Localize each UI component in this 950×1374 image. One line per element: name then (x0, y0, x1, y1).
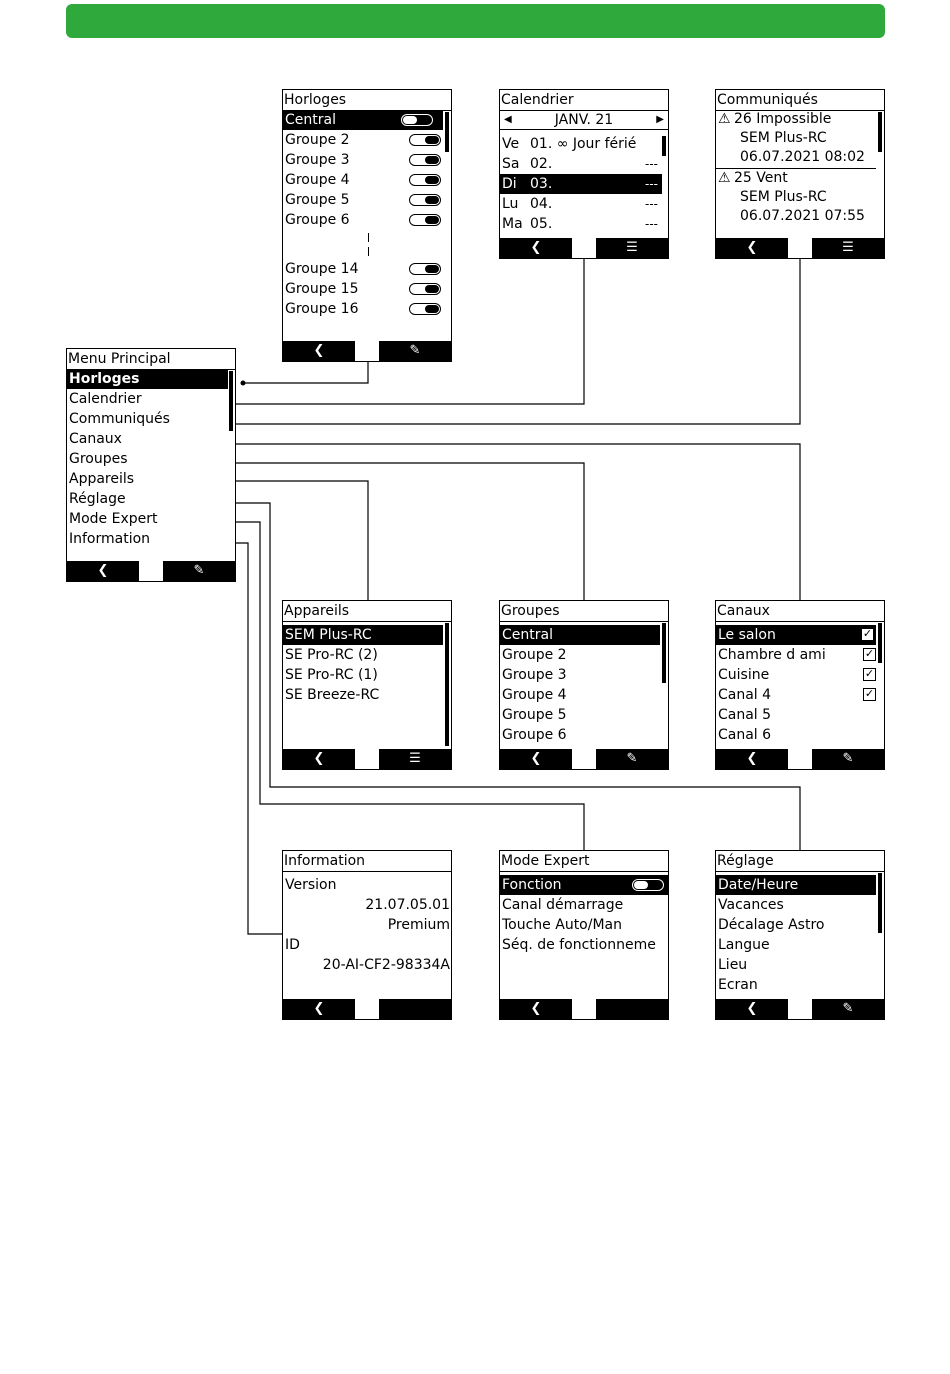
message-heading: 25 Vent (734, 170, 788, 186)
menu-item-appareils[interactable]: Appareils (69, 471, 135, 487)
horloge-item[interactable] (283, 210, 451, 230)
pencil-icon: ✎ (842, 751, 854, 766)
message-time: 06.07.2021 07:55 (740, 208, 865, 224)
group-item[interactable]: Groupe 6 (502, 727, 567, 743)
message-device: SEM Plus-RC (740, 189, 827, 205)
day-name: Lu (502, 196, 519, 212)
screen-title: Information (283, 851, 451, 872)
toggle-switch-icon[interactable] (409, 134, 441, 146)
chevron-left-icon: ❮ (97, 563, 109, 578)
warning-triangle-icon: ⚠ (718, 170, 731, 186)
screen-title: Communiqués (716, 90, 884, 111)
device-item[interactable]: SEM Plus-RC (283, 625, 443, 645)
chevron-left-icon: ❮ (313, 1001, 325, 1016)
checkbox-checked-icon[interactable]: ✓ (864, 687, 875, 700)
toggle-switch-icon[interactable] (409, 303, 441, 315)
back-button[interactable] (716, 999, 788, 1019)
menu-item-communiques[interactable]: Communiqués (69, 411, 170, 427)
back-button[interactable] (500, 999, 572, 1019)
wire-horloges (243, 362, 368, 383)
day-event: --- (645, 197, 658, 211)
day-date: 03. (530, 176, 553, 192)
horloge-item[interactable] (283, 190, 451, 210)
chevron-left-icon: ❮ (746, 1001, 758, 1016)
pencil-icon: ✎ (193, 563, 205, 578)
menu-button[interactable] (379, 749, 451, 769)
blank-softkey[interactable] (379, 999, 451, 1019)
chevron-left-icon: ❮ (746, 240, 758, 255)
chevron-left-icon: ❮ (530, 751, 542, 766)
scrollbar[interactable] (445, 112, 449, 152)
calendar-day-row[interactable] (500, 214, 662, 234)
edit-button[interactable] (812, 999, 884, 1019)
edition-value: Premium (387, 917, 450, 933)
day-name: Ve (502, 136, 520, 152)
toggle-switch-icon[interactable] (409, 283, 441, 295)
hamburger-menu-icon: ☰ (409, 751, 421, 766)
screen-title: Horloges (283, 90, 451, 111)
chevron-left-icon: ❮ (530, 240, 542, 255)
version-value: 21.07.05.01 (365, 897, 450, 913)
day-event: --- (645, 157, 658, 171)
toggle-switch-icon[interactable] (409, 214, 441, 226)
settings-item[interactable]: Date/Heure (716, 875, 876, 895)
horloge-label: Groupe 16 (285, 301, 359, 317)
scrollbar[interactable] (662, 136, 666, 156)
device-item[interactable]: SE Pro-RC (1) (285, 667, 378, 683)
menu-button[interactable] (596, 238, 668, 258)
horloge-label: Groupe 15 (285, 281, 359, 297)
settings-item[interactable]: Lieu (718, 957, 748, 973)
scrollbar[interactable] (662, 623, 666, 683)
screen-communiques (715, 89, 885, 259)
screen-groupes (499, 600, 669, 770)
version-label: Version (285, 877, 337, 893)
id-value: 20-AI-CF2-98334A (322, 957, 450, 973)
channel-label: Chambre d ami (718, 647, 826, 663)
expert-item[interactable]: Canal démarrage (502, 897, 624, 913)
day-name: Di (502, 176, 517, 192)
horloge-item[interactable] (283, 150, 451, 170)
expert-item[interactable] (500, 875, 668, 895)
group-item[interactable]: Groupe 2 (502, 647, 567, 663)
calendar-day-row[interactable] (500, 134, 662, 154)
screen-information (282, 850, 452, 1020)
toggle-switch-icon[interactable] (632, 879, 664, 891)
expert-item[interactable]: Touche Auto/Man (502, 917, 622, 933)
screen-title: Groupes (500, 601, 668, 622)
horloge-label: Groupe 4 (285, 172, 350, 188)
back-button[interactable] (500, 749, 572, 769)
toggle-switch-icon[interactable] (409, 263, 441, 275)
screen-title: Canaux (716, 601, 884, 622)
horloge-label: Central (285, 112, 336, 128)
calendar-day-row[interactable] (500, 174, 662, 194)
screen-mode-expert (499, 850, 669, 1020)
channel-item[interactable] (716, 685, 884, 705)
back-button[interactable] (716, 238, 788, 258)
settings-item[interactable]: Langue (718, 937, 770, 953)
channel-item[interactable] (716, 665, 884, 685)
expert-label: Fonction (502, 877, 562, 893)
group-item[interactable]: Groupe 4 (502, 687, 567, 703)
scrollbar[interactable] (878, 112, 882, 152)
id-label: ID (285, 937, 300, 953)
calendar-day-row[interactable] (500, 154, 662, 174)
checkbox-checked-icon[interactable]: ✓ (864, 647, 875, 660)
group-item[interactable]: Central (500, 625, 660, 645)
pencil-icon: ✎ (626, 751, 638, 766)
screen-title: Menu Principal (67, 349, 235, 370)
menu-item-canaux[interactable]: Canaux (69, 431, 122, 447)
hamburger-menu-icon: ☰ (626, 240, 638, 255)
menu-button[interactable] (812, 238, 884, 258)
pencil-icon: ✎ (842, 1001, 854, 1016)
checkbox-checked-icon[interactable]: ✓ (862, 627, 873, 640)
horloge-item[interactable] (283, 130, 451, 150)
message-time: 06.07.2021 08:02 (740, 149, 865, 165)
channel-item[interactable] (716, 645, 884, 665)
day-event: Jour férié (572, 136, 637, 152)
day-name: Ma (502, 216, 523, 232)
toggle-switch-icon[interactable] (409, 174, 441, 186)
screen-canaux (715, 600, 885, 770)
message-item[interactable] (716, 110, 876, 169)
chevron-left-icon: ❮ (530, 1001, 542, 1016)
settings-item[interactable]: Décalage Astro (718, 917, 825, 933)
scrollbar[interactable] (229, 371, 233, 431)
back-button[interactable] (283, 749, 355, 769)
menu-item-mode-expert[interactable]: Mode Expert (69, 511, 158, 527)
channel-label: Le salon (718, 627, 776, 643)
horloge-label: Groupe 2 (285, 132, 350, 148)
back-button[interactable] (716, 749, 788, 769)
channel-label: Cuisine (718, 667, 770, 683)
horloge-label: Groupe 5 (285, 192, 350, 208)
horloge-label: Groupe 3 (285, 152, 350, 168)
menu-item-reglage[interactable]: Réglage (69, 491, 126, 507)
warning-triangle-icon: ⚠ (718, 111, 731, 127)
horloge-item[interactable] (283, 170, 451, 190)
screen-title: Appareils (283, 601, 451, 622)
wire-communiques (182, 259, 800, 424)
horloge-label: Groupe 6 (285, 212, 350, 228)
channel-label: Canal 4 (718, 687, 772, 703)
toggle-switch-icon[interactable] (409, 194, 441, 206)
chevron-left-icon: ❮ (746, 751, 758, 766)
channel-item[interactable]: Canal 5 (718, 707, 772, 723)
scrollbar[interactable] (878, 873, 882, 933)
pencil-icon: ✎ (409, 343, 421, 358)
blank-softkey[interactable] (596, 999, 668, 1019)
edit-button[interactable] (596, 749, 668, 769)
menu-item-horloges[interactable]: Horloges (67, 369, 228, 389)
checkbox-checked-icon[interactable]: ✓ (864, 667, 875, 680)
back-button[interactable] (283, 341, 355, 361)
screen-title: Calendrier (500, 90, 668, 111)
horloge-item[interactable] (283, 259, 451, 279)
day-date: 02. (530, 156, 553, 172)
group-item[interactable]: Groupe 3 (502, 667, 567, 683)
infinity-icon: ∞ (556, 136, 573, 152)
menu-item-groupes[interactable]: Groupes (69, 451, 128, 467)
screen-reglage (715, 850, 885, 1020)
horloge-item[interactable] (283, 299, 451, 319)
device-item[interactable]: SE Breeze-RC (285, 687, 380, 703)
month-label: JANV. 21 (554, 112, 614, 128)
day-event: --- (645, 177, 658, 191)
wire-information (166, 543, 283, 934)
ellipsis-divider (283, 230, 451, 259)
expert-item[interactable]: Séq. de fonctionneme (502, 937, 656, 953)
day-date: 05. (530, 216, 553, 232)
menu-item-information[interactable]: Information (69, 531, 151, 547)
settings-item[interactable]: Ecran (718, 977, 758, 993)
edit-button[interactable] (812, 749, 884, 769)
horloge-label: Groupe 14 (285, 261, 359, 277)
screen-title: Mode Expert (500, 851, 668, 872)
device-item[interactable]: SE Pro-RC (2) (285, 647, 378, 663)
scrollbar[interactable] (878, 623, 882, 663)
screen-appareils (282, 600, 452, 770)
channel-item[interactable]: Canal 6 (718, 727, 772, 743)
message-item[interactable] (716, 169, 876, 226)
toggle-switch-icon[interactable] (409, 154, 441, 166)
horloge-item[interactable] (283, 279, 451, 299)
back-button[interactable] (500, 238, 572, 258)
day-date: 01. (530, 136, 553, 152)
channel-item[interactable] (716, 625, 876, 645)
menu-item-calendrier[interactable]: Calendrier (69, 391, 142, 407)
day-name: Sa (502, 156, 520, 172)
group-item[interactable]: Groupe 5 (502, 707, 567, 723)
edit-button[interactable] (379, 341, 451, 361)
arrow-left-icon[interactable]: ◀ (504, 114, 512, 125)
screen-horloges (282, 89, 452, 362)
arrow-right-icon[interactable]: ▶ (656, 114, 664, 125)
day-date: 04. (530, 196, 553, 212)
day-event: --- (645, 217, 658, 231)
edit-button[interactable] (163, 561, 235, 581)
screen-calendrier (499, 89, 669, 259)
message-heading: 26 Impossible (734, 111, 832, 127)
scrollbar[interactable] (445, 623, 449, 746)
screen-title: Réglage (716, 851, 884, 872)
chevron-left-icon: ❮ (313, 343, 325, 358)
screen-menu-principal (66, 348, 236, 582)
chevron-left-icon: ❮ (313, 751, 325, 766)
month-selector[interactable] (500, 110, 668, 130)
back-button[interactable] (283, 999, 355, 1019)
hamburger-menu-icon: ☰ (842, 240, 854, 255)
toggle-switch-icon[interactable] (401, 114, 433, 126)
calendar-day-row[interactable] (500, 194, 662, 214)
back-button[interactable] (67, 561, 139, 581)
message-device: SEM Plus-RC (740, 130, 827, 146)
settings-item[interactable]: Vacances (718, 897, 784, 913)
horloge-item[interactable] (283, 110, 443, 130)
